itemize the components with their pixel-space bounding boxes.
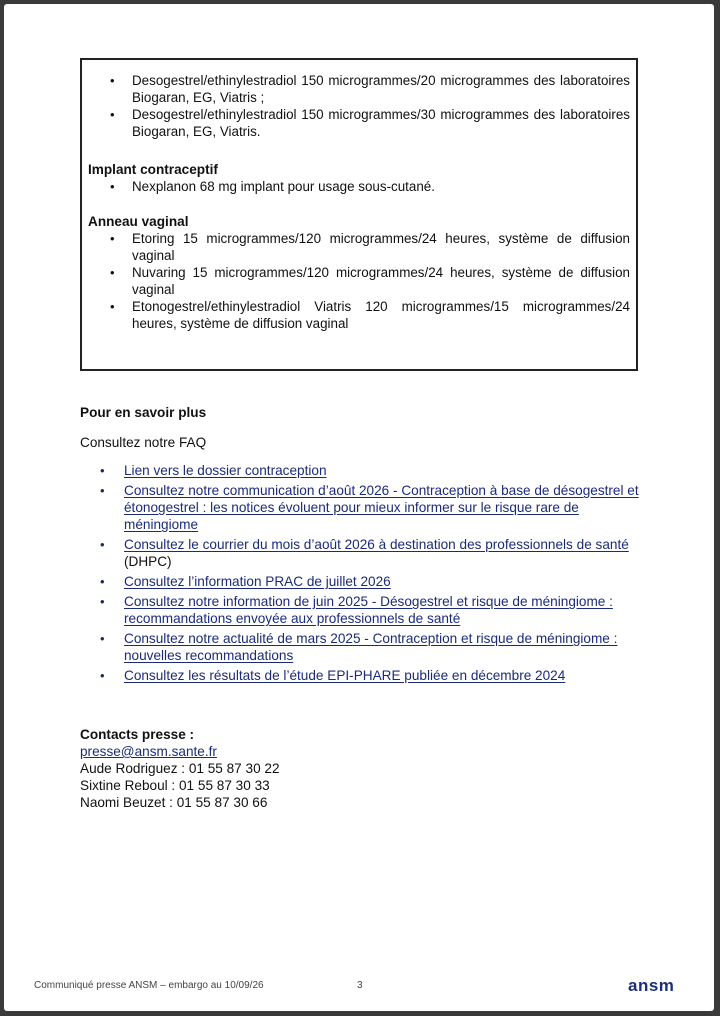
list-item: • Nuvaring 15 microgrammes/120 microgrammes/24 heures, système de diffusion vaginal bbox=[88, 264, 630, 298]
product-list-box bbox=[80, 58, 638, 371]
footer-text: Communiqué presse ANSM – embargo au 10/09/26 bbox=[34, 980, 264, 991]
list-item: • Desogestrel/ethinylestradiol 150 microgrammes/20 microgrammes des laboratoires Biogaran, EG, Viatris ; bbox=[88, 72, 630, 106]
june-info-link[interactable]: Consultez notre information de juin 2025 - Désogestrel et risque de méningiome : recommandations envoyée aux professionnels de santé bbox=[124, 594, 613, 626]
implant-list bbox=[88, 178, 630, 195]
link-item bbox=[80, 462, 640, 479]
page-number: 3 bbox=[357, 980, 363, 991]
dhpc-suffix: (DHPC) bbox=[124, 554, 172, 569]
ring-section-title: Anneau vaginal bbox=[88, 214, 189, 229]
march-news-link[interactable]: Consultez notre actualité de mars 2025 - Contraception et risque de méningiome : nouvelles recommandations bbox=[124, 631, 618, 663]
link-item bbox=[80, 630, 640, 664]
list-item: • Etonogestrel/ethinylestradiol Viatris 120 microgrammes/15 microgrammes/24 heures, système de diffusion vaginal bbox=[88, 298, 630, 332]
document-page bbox=[4, 4, 714, 1011]
contact-line: Sixtine Reboul : 01 55 87 30 33 bbox=[80, 778, 270, 793]
contact-line: Naomi Beuzet : 01 55 87 30 66 bbox=[80, 795, 268, 810]
prac-info-link[interactable]: Consultez l’information PRAC de juillet 2026 bbox=[124, 574, 391, 589]
press-email-link[interactable]: presse@ansm.sante.fr bbox=[80, 744, 217, 759]
ring-list bbox=[88, 230, 630, 332]
desogestrel-list bbox=[88, 72, 630, 140]
contact-line: Aude Rodriguez : 01 55 87 30 22 bbox=[80, 761, 280, 776]
link-item bbox=[80, 536, 640, 570]
link-item bbox=[80, 593, 640, 627]
links-list bbox=[80, 462, 640, 684]
link-item bbox=[80, 482, 640, 533]
more-info-section bbox=[80, 404, 640, 811]
contraception-dossier-link[interactable]: Lien vers le dossier contraception bbox=[124, 463, 327, 478]
faq-text: Consultez notre FAQ bbox=[80, 435, 207, 450]
list-item: • Etoring 15 microgrammes/120 microgrammes/24 heures, système de diffusion vaginal bbox=[88, 230, 630, 264]
implant-section-title: Implant contraceptif bbox=[88, 162, 218, 177]
list-item: • Desogestrel/ethinylestradiol 150 microgrammes/30 microgrammes des laboratoires Biogaran, EG, Viatris. bbox=[88, 106, 630, 140]
epi-phare-link[interactable]: Consultez les résultats de l’étude EPI-PHARE publiée en décembre 2024 bbox=[124, 668, 566, 683]
link-item bbox=[80, 573, 640, 590]
list-item: • Nexplanon 68 mg implant pour usage sous-cutané. bbox=[88, 178, 630, 195]
link-item bbox=[80, 667, 640, 684]
more-info-title: Pour en savoir plus bbox=[80, 405, 207, 420]
ansm-logo: ansm bbox=[628, 976, 675, 995]
press-contacts bbox=[80, 726, 640, 811]
august-communication-link[interactable]: Consultez notre communication d’août 2026 - Contraception à base de désogestrel et étonogestrel : les notices évoluent pour mieux informer sur le risque rare de méningiome bbox=[124, 483, 639, 532]
dhpc-letter-link[interactable]: Consultez le courrier du mois d’août 2026 à destination des professionnels de santé bbox=[124, 537, 629, 552]
contacts-title: Contacts presse : bbox=[80, 727, 195, 742]
